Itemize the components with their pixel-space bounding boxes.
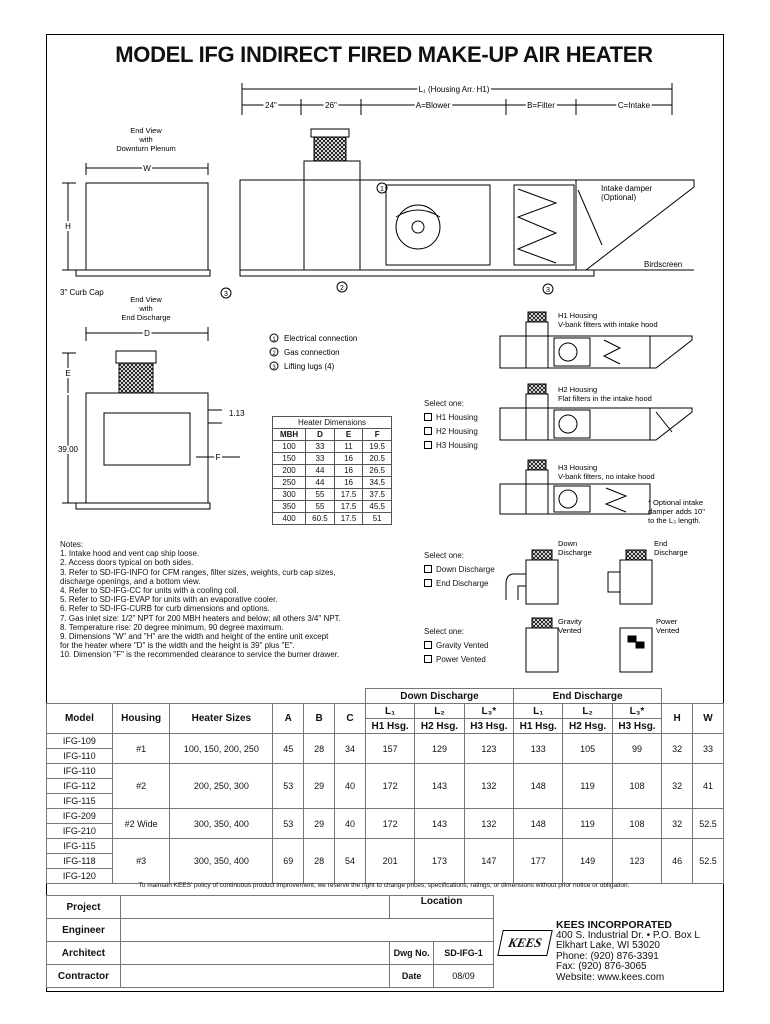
header-l2-end: L₂ bbox=[563, 704, 612, 719]
project-label: Project bbox=[47, 896, 121, 919]
table-row bbox=[273, 501, 392, 513]
birdscreen-label: Birdscreen bbox=[644, 260, 683, 269]
cell: 300 bbox=[273, 489, 306, 501]
header-hsg: H2 Hsg. bbox=[415, 719, 464, 734]
cell: 143 bbox=[415, 809, 464, 839]
cell: 53 bbox=[273, 809, 304, 839]
cell: 157 bbox=[365, 734, 414, 764]
intake-damper-1: Intake damper bbox=[601, 184, 653, 193]
option-h3[interactable] bbox=[424, 439, 478, 453]
down-discharge-label-2: Discharge bbox=[558, 548, 592, 557]
gravity-label-1: Gravity bbox=[558, 617, 582, 626]
cell: 177 bbox=[514, 839, 563, 884]
cell: 105 bbox=[563, 734, 612, 764]
cell: 150 bbox=[273, 453, 306, 465]
legend-text-3: Lifting lugs (4) bbox=[284, 362, 335, 371]
note: 6. Refer to SD-IFG-CURB for curb dimensions and options. bbox=[60, 604, 270, 614]
housing-select-title: Select one: bbox=[424, 399, 465, 408]
cell: 54 bbox=[335, 839, 366, 884]
cell: 46 bbox=[662, 839, 693, 884]
optional-note-1: * Optional intake bbox=[648, 498, 704, 507]
model-cell: IFG-210 bbox=[47, 824, 113, 839]
cell: 32 bbox=[662, 734, 693, 764]
model-cell: IFG-109 bbox=[47, 734, 113, 749]
option-label: H3 Housing bbox=[436, 441, 478, 450]
discharge-select-title: Select one: bbox=[424, 551, 465, 560]
e-label: E bbox=[65, 369, 71, 378]
cell: 33 bbox=[306, 453, 335, 465]
note: 7. Gas inlet size: 1/2" NPT for 200 MBH heaters and below; all others 3/4" NPT. bbox=[60, 613, 341, 623]
option-power-vented[interactable] bbox=[424, 653, 488, 667]
kees-logo: KEES bbox=[497, 930, 553, 956]
header-model: Model bbox=[47, 704, 113, 734]
cell: 19.5 bbox=[363, 441, 392, 453]
cell: 29 bbox=[304, 764, 335, 809]
cell: 52.5 bbox=[693, 809, 724, 839]
cell: 52.5 bbox=[693, 839, 724, 884]
cell: 400 bbox=[273, 513, 306, 525]
company-name: KEES INCORPORATED bbox=[556, 920, 672, 931]
cell: 55 bbox=[306, 501, 335, 513]
end-view-downturn-3: Downturn Plenum bbox=[116, 144, 176, 153]
note: 2. Access doors typical on both sides. bbox=[60, 558, 194, 568]
header-hsg: H3 Hsg. bbox=[612, 719, 661, 734]
cell: 17.5 bbox=[334, 513, 363, 525]
checkbox-icon[interactable] bbox=[424, 441, 432, 449]
phone: Phone: (920) 876-3391 bbox=[556, 950, 659, 962]
cell: 99 bbox=[612, 734, 661, 764]
option-label: H1 Housing bbox=[436, 413, 478, 422]
location-label: Location bbox=[390, 896, 494, 919]
housing-select bbox=[424, 397, 478, 453]
date-label: Date bbox=[390, 965, 434, 988]
notes-title: Notes: bbox=[60, 540, 84, 549]
option-label: Down Discharge bbox=[436, 565, 495, 574]
model-cell: IFG-118 bbox=[47, 854, 113, 869]
cell: 29 bbox=[304, 809, 335, 839]
cell: 149 bbox=[563, 839, 612, 884]
header-l1: L₁ bbox=[365, 704, 414, 719]
sizes-cell: 300, 350, 400 bbox=[170, 809, 273, 839]
cell: 32 bbox=[662, 809, 693, 839]
project-field[interactable] bbox=[120, 896, 389, 919]
note: 3. Refer to SD-IFG-INFO for CFM ranges, filter sizes, weights, curb cap sizes, bbox=[60, 567, 336, 577]
engineer-label: Engineer bbox=[47, 919, 121, 942]
table-row bbox=[273, 465, 392, 477]
address-1: 400 S. Industrial Dr. • P.O. Box L bbox=[556, 929, 700, 941]
group-down-discharge: Down Discharge bbox=[365, 689, 513, 704]
cell: 32 bbox=[662, 764, 693, 809]
power-label-1: Power bbox=[656, 617, 678, 626]
cell: 119 bbox=[563, 764, 612, 809]
end-discharge-label-2: Discharge bbox=[654, 548, 688, 557]
d-label: D bbox=[144, 329, 150, 338]
website: Website: www.kees.com bbox=[556, 971, 665, 983]
cell: 40 bbox=[335, 809, 366, 839]
cell: 123 bbox=[464, 734, 513, 764]
gravity-label-2: Vented bbox=[558, 626, 582, 635]
disclaimer: To maintain KEES' policy of continuous product improvement, we reserve the right to change prices, specifications, ratings, or dimensions without prior notice or obligation. bbox=[138, 882, 630, 889]
option-drawings bbox=[496, 300, 720, 680]
model-table bbox=[46, 688, 724, 884]
note: 9. Dimensions "W" and "H" are the width and height of the entire unit except bbox=[60, 632, 329, 642]
header-l3: L₃* bbox=[464, 704, 513, 719]
header-c: C bbox=[335, 704, 366, 734]
end-discharge-label-1: End bbox=[654, 539, 668, 548]
callout-3b: 3 bbox=[224, 291, 228, 298]
down-discharge-label-1: Down bbox=[558, 539, 578, 548]
cell: 129 bbox=[415, 734, 464, 764]
header-hsg: H2 Hsg. bbox=[563, 719, 612, 734]
header-housing: Housing bbox=[112, 704, 170, 734]
cell: 34 bbox=[335, 734, 366, 764]
callout-3a: 3 bbox=[546, 287, 550, 294]
header-hsg: H1 Hsg. bbox=[514, 719, 563, 734]
housing-cell: #2 Wide bbox=[112, 809, 170, 839]
curb-cap-label: 3" Curb Cap bbox=[60, 288, 104, 297]
note: 4. Refer to SD-IFG-CC for units with a cooling coil. bbox=[60, 586, 239, 596]
header-a: A bbox=[273, 704, 304, 734]
header-b: B bbox=[304, 704, 335, 734]
dim-blower: A=Blower bbox=[415, 101, 451, 110]
sizes-cell: 300, 350, 400 bbox=[170, 839, 273, 884]
group-end-discharge: End Discharge bbox=[514, 689, 662, 704]
cell: 148 bbox=[514, 809, 563, 839]
cell: 133 bbox=[514, 734, 563, 764]
cell: 172 bbox=[365, 764, 414, 809]
note: discharge openings, and a bottom view. bbox=[60, 576, 201, 586]
housing-cell: #2 bbox=[112, 764, 170, 809]
option-label: H2 Housing bbox=[436, 427, 478, 436]
hd-header-e: E bbox=[334, 429, 363, 441]
cell: 44 bbox=[306, 465, 335, 477]
optional-note-3: to the L₃ length. bbox=[648, 516, 701, 525]
intake-damper-2: (Optional) bbox=[601, 193, 637, 202]
cell: 41 bbox=[693, 764, 724, 809]
cell: 53 bbox=[273, 764, 304, 809]
h2-desc: Flat filters in the intake hood bbox=[558, 394, 652, 403]
option-label: Gravity Vented bbox=[436, 641, 489, 650]
cell: 350 bbox=[273, 501, 306, 513]
cell: 200 bbox=[273, 465, 306, 477]
header-l3-end: L₃* bbox=[612, 704, 661, 719]
fax: Fax: (920) 876-3065 bbox=[556, 961, 647, 972]
cell: 17.5 bbox=[334, 501, 363, 513]
cell: 143 bbox=[415, 764, 464, 809]
engineer-field[interactable] bbox=[120, 919, 493, 942]
sizes-cell: 200, 250, 300 bbox=[170, 764, 273, 809]
h3-desc: V-bank filters, no intake hood bbox=[558, 472, 655, 481]
option-label: End Discharge bbox=[436, 579, 489, 588]
model-cell: IFG-209 bbox=[47, 809, 113, 824]
cell: 51 bbox=[363, 513, 392, 525]
table-row bbox=[273, 441, 392, 453]
cell: 173 bbox=[415, 839, 464, 884]
cell: 28 bbox=[304, 734, 335, 764]
header-h: H bbox=[662, 704, 693, 734]
model-cell: IFG-115 bbox=[47, 794, 113, 809]
header-hsg: H3 Hsg. bbox=[464, 719, 513, 734]
cell: 55 bbox=[306, 489, 335, 501]
architect-label: Architect bbox=[47, 942, 121, 965]
option-end-discharge[interactable] bbox=[424, 577, 495, 591]
cell: 100 bbox=[273, 441, 306, 453]
dwg-no-label: Dwg No. bbox=[390, 942, 434, 965]
cell: 37.5 bbox=[363, 489, 392, 501]
architect-field[interactable] bbox=[120, 942, 389, 965]
note: 8. Temperature rise: 20 degree minimum, 90 degree maximum. bbox=[60, 622, 284, 632]
notes bbox=[60, 540, 341, 660]
end-view-discharge-2: with bbox=[139, 304, 153, 313]
model-cell: IFG-120 bbox=[47, 869, 113, 884]
header-heater-sizes: Heater Sizes bbox=[170, 704, 273, 734]
cell: 119 bbox=[563, 809, 612, 839]
h1-desc: V-bank filters with intake hood bbox=[558, 320, 658, 329]
company-block bbox=[556, 920, 720, 983]
cell: 132 bbox=[464, 809, 513, 839]
table-row bbox=[273, 477, 392, 489]
table-row bbox=[47, 764, 724, 779]
cell: 16 bbox=[334, 477, 363, 489]
end-view-downturn-1: End View bbox=[130, 126, 162, 135]
w-label: W bbox=[143, 164, 151, 173]
dim-filter: B=Filter bbox=[527, 101, 555, 110]
end-view-discharge-3: End Discharge bbox=[121, 313, 171, 322]
legend-num-1: 1 bbox=[272, 337, 276, 343]
f-label: F bbox=[215, 453, 221, 462]
cell: 123 bbox=[612, 839, 661, 884]
header-l2: L₂ bbox=[415, 704, 464, 719]
note: 1. Intake hood and vent cap ship loose. bbox=[60, 549, 200, 559]
cell: 45.5 bbox=[363, 501, 392, 513]
option-down-discharge[interactable] bbox=[424, 563, 495, 577]
option-label: Power Vented bbox=[436, 655, 486, 664]
checkbox-icon[interactable] bbox=[424, 565, 432, 573]
cell: 45 bbox=[273, 734, 304, 764]
model-cell: IFG-110 bbox=[47, 764, 113, 779]
note: for the heater where "D" is the width and the height is 39" plus "E". bbox=[60, 641, 295, 651]
cell: 11 bbox=[334, 441, 363, 453]
table-row bbox=[47, 809, 724, 824]
dim-26: 26" bbox=[325, 101, 337, 110]
table-row bbox=[273, 513, 392, 525]
model-cell: IFG-112 bbox=[47, 779, 113, 794]
dim-intake: C=Intake bbox=[617, 101, 651, 110]
cell: 44 bbox=[306, 477, 335, 489]
cell: 17.5 bbox=[334, 489, 363, 501]
table-row bbox=[47, 839, 724, 854]
cell: 132 bbox=[464, 764, 513, 809]
date: 08/09 bbox=[434, 965, 494, 988]
table-row bbox=[47, 734, 724, 749]
cell: 20.5 bbox=[363, 453, 392, 465]
contractor-label: Contractor bbox=[47, 965, 121, 988]
hd-header-f: F bbox=[363, 429, 392, 441]
checkbox-icon[interactable] bbox=[424, 579, 432, 587]
cell: 108 bbox=[612, 764, 661, 809]
table-row bbox=[273, 453, 392, 465]
option-h1[interactable] bbox=[424, 411, 478, 425]
cell: 108 bbox=[612, 809, 661, 839]
contractor-field[interactable] bbox=[120, 965, 389, 988]
option-gravity-vented[interactable] bbox=[424, 639, 488, 653]
vent-select bbox=[424, 625, 488, 667]
option-h2[interactable] bbox=[424, 425, 478, 439]
cell: 28 bbox=[304, 839, 335, 884]
h3-name: H3 Housing bbox=[558, 463, 598, 472]
cell: 60.5 bbox=[306, 513, 335, 525]
dwg-no: SD-IFG-1 bbox=[434, 942, 494, 965]
page-title: MODEL IFG INDIRECT FIRED MAKE-UP AIR HEATER bbox=[115, 42, 653, 67]
model-cell: IFG-110 bbox=[47, 749, 113, 764]
header-w: W bbox=[693, 704, 724, 734]
header-l1-end: L₁ bbox=[514, 704, 563, 719]
note: 5. Refer to SD-IFG-EVAP for units with an evaporative cooler. bbox=[60, 595, 278, 605]
table-row bbox=[273, 489, 392, 501]
optional-note-2: damper adds 10" bbox=[648, 507, 705, 516]
sizes-cell: 100, 150, 200, 250 bbox=[170, 734, 273, 764]
cell: 26.5 bbox=[363, 465, 392, 477]
legend-num-2: 2 bbox=[272, 351, 276, 357]
cell: 33 bbox=[693, 734, 724, 764]
cell: 34.5 bbox=[363, 477, 392, 489]
hd-header-d: D bbox=[306, 429, 335, 441]
end-view-discharge-1: End View bbox=[130, 295, 162, 304]
model-cell: IFG-115 bbox=[47, 839, 113, 854]
housing-cell: #3 bbox=[112, 839, 170, 884]
cell: 40 bbox=[335, 764, 366, 809]
cell: 16 bbox=[334, 465, 363, 477]
note: 10. Dimension "F" is the recommended clearance to service the burner drawer. bbox=[60, 650, 340, 660]
callout-1: 1 bbox=[380, 186, 384, 193]
h2-name: H2 Housing bbox=[558, 385, 598, 394]
heater-dimensions-table bbox=[272, 416, 392, 525]
dim-113: 1.13 bbox=[229, 409, 245, 418]
hd-header-mbh: MBH bbox=[273, 429, 306, 441]
cell: 16 bbox=[334, 453, 363, 465]
vent-select-title: Select one: bbox=[424, 627, 465, 636]
legend-num-3: 3 bbox=[272, 365, 276, 371]
heater-dim-caption: Heater Dimensions bbox=[273, 417, 392, 429]
dim-24: 24" bbox=[265, 101, 277, 110]
checkbox-icon[interactable] bbox=[424, 413, 432, 421]
cell: 69 bbox=[273, 839, 304, 884]
discharge-select bbox=[424, 549, 495, 591]
power-label-2: Vented bbox=[656, 626, 680, 635]
checkbox-icon[interactable] bbox=[424, 427, 432, 435]
cell: 33 bbox=[306, 441, 335, 453]
l1-label: L₁ (Housing Arr. H1) bbox=[418, 85, 490, 94]
cell: 148 bbox=[514, 764, 563, 809]
cell: 201 bbox=[365, 839, 414, 884]
checkbox-icon[interactable] bbox=[424, 655, 432, 663]
legend-text-2: Gas connection bbox=[284, 348, 340, 357]
header-hsg: H1 Hsg. bbox=[365, 719, 414, 734]
title-block bbox=[46, 895, 494, 988]
housing-cell: #1 bbox=[112, 734, 170, 764]
h-label: H bbox=[65, 222, 71, 231]
cell: 172 bbox=[365, 809, 414, 839]
legend-text-1: Electrical connection bbox=[284, 334, 358, 343]
address-2: Elkhart Lake, WI 53020 bbox=[556, 940, 660, 951]
cell: 147 bbox=[464, 839, 513, 884]
checkbox-icon[interactable] bbox=[424, 641, 432, 649]
cell: 250 bbox=[273, 477, 306, 489]
callout-2: 2 bbox=[340, 285, 344, 292]
h1-name: H1 Housing bbox=[558, 311, 598, 320]
dim-3900: 39.00 bbox=[57, 445, 79, 454]
end-view-downturn-2: with bbox=[139, 135, 153, 144]
